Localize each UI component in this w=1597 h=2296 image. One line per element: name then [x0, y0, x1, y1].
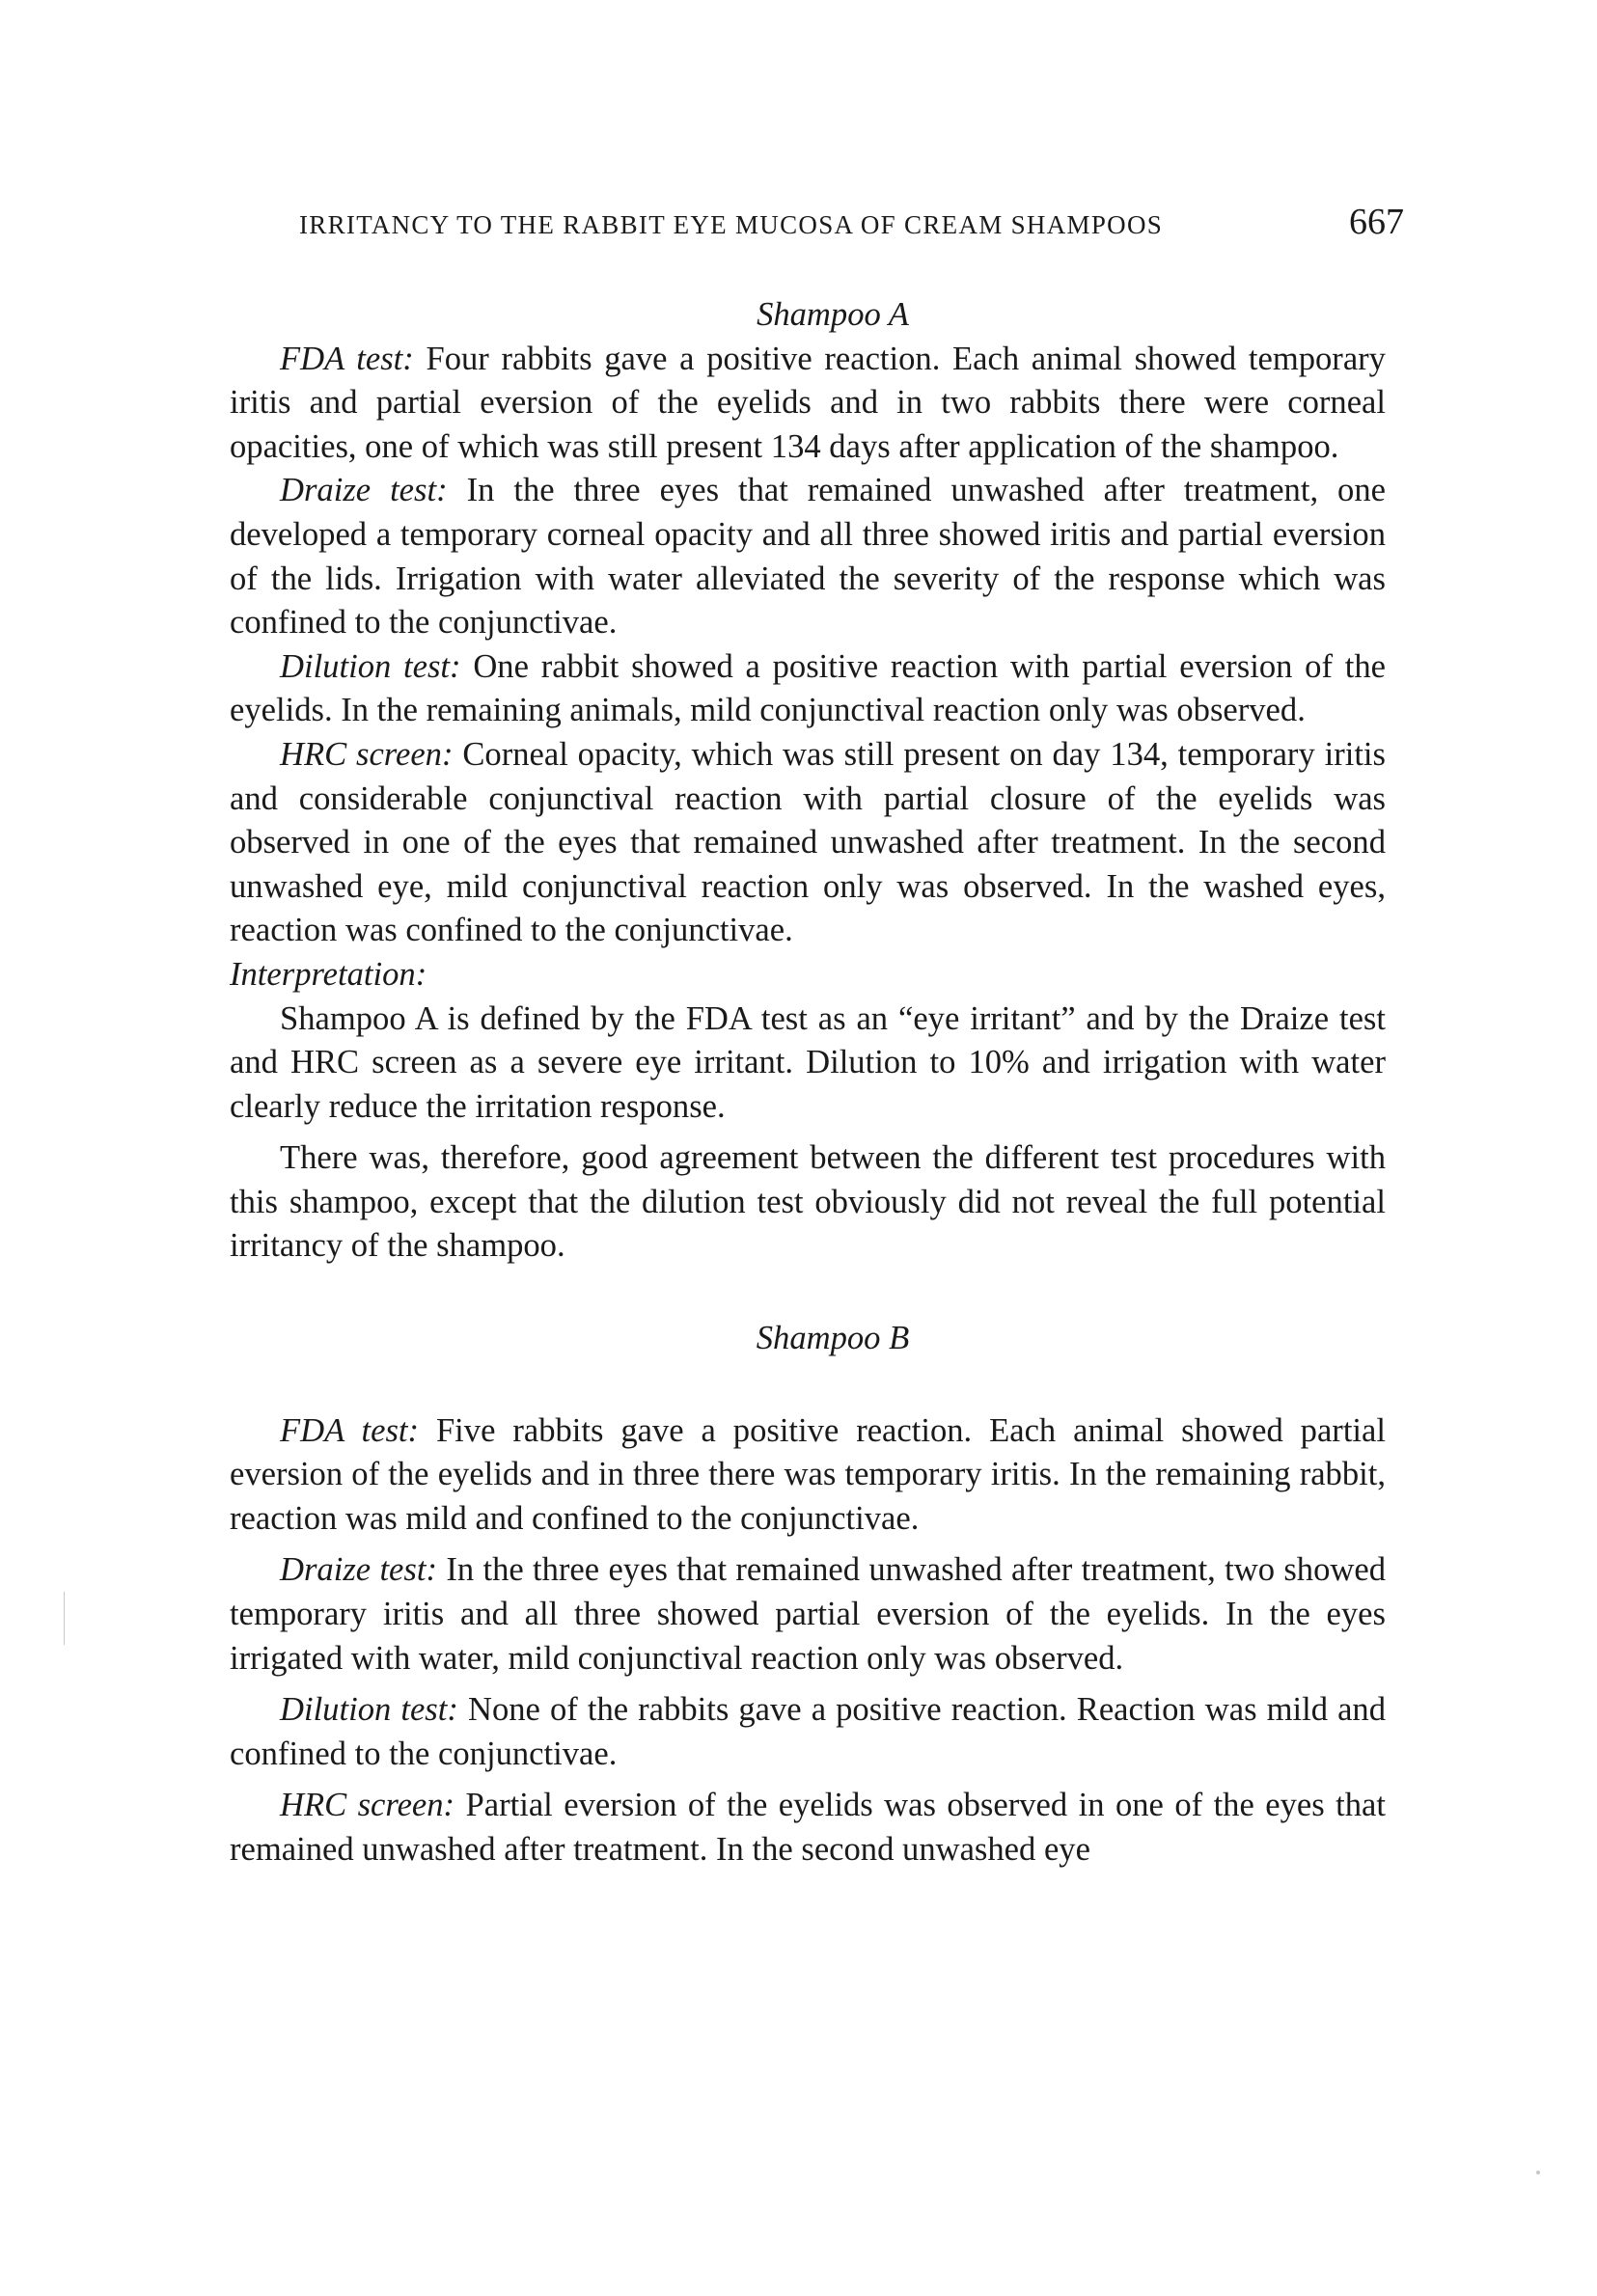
lead-dilution-test: Dilution test: [280, 1691, 458, 1729]
paragraph-a-draize [230, 469, 1386, 644]
lead-fda-test: FDA test: [280, 1411, 420, 1449]
spacer [230, 1776, 1386, 1784]
paragraph-b-fda [230, 1409, 1386, 1542]
scan-margin-dot [1536, 2171, 1540, 2174]
running-head [299, 201, 1404, 249]
paragraph-b-dilution [230, 1688, 1386, 1776]
paragraph-text: Corneal opacity, which was still present on day 134, temporary iritis and considerable conjunctival reaction with partial closure of the eyelids was observed in one of the eyes that remained unwashed after treatment. In the second unwashed eye, mild conjunctival reaction only was observed. In the washed eyes, reaction was confined to the conjunctivae. [230, 735, 1386, 949]
interpretation-heading: Interpretation: [230, 955, 427, 993]
paragraph-text: One rabbit showed a positive reaction with partial eversion of the eyelids. In the remaining animals, mild conjunctival reaction only was observed. [230, 647, 1386, 729]
paragraph-text: Four rabbits gave a positive reaction. Each animal showed temporary iritis and partial eversion of the eyelids and in two rabbits there were corneal opacities, one of which was still present 134 days after application of the shampoo. [230, 340, 1386, 465]
interpretation-paragraph-2: There was, therefore, good agreement between the different test procedures with this shampoo, except that the dilution test obviously did not reveal the full potential irritancy of the shampoo. [230, 1139, 1386, 1265]
scan-margin-mark [64, 1592, 65, 1645]
lead-draize-test: Draize test: [280, 472, 448, 509]
page-number: 667 [1349, 202, 1404, 242]
spacer [230, 1361, 1386, 1409]
paragraph-b-hrc [230, 1784, 1386, 1872]
interpretation-paragraph-1: Shampoo A is defined by the FDA test as an “eye irritant” and by the Draize test and HRC screen as a severe eye irritant. Dilution to 10% and irrigation with water clearly reduce the irritation response. [230, 999, 1386, 1125]
paragraph-text: Partial eversion of the eyelids was observed in one of the eyes that remained unwashed after treatment. In the second unwashed eye [230, 1787, 1386, 1868]
spacer [230, 1129, 1386, 1136]
running-title: IRRITANCY TO THE RABBIT EYE MUCOSA OF CREAM SHAMPOOS [299, 210, 1164, 239]
spacer [230, 1681, 1386, 1688]
paragraph-text: None of the rabbits gave a positive reaction. Reaction was mild and confined to the conjunctivae. [230, 1691, 1387, 1772]
paragraph-a-fda [230, 338, 1386, 470]
paragraph-a-hrc [230, 733, 1386, 953]
paragraph-text: Five rabbits gave a positive reaction. Each animal showed partial eversion of the eyelids and in three there was temporary iritis. In the remaining rabbit, reaction was mild and confined to the conjunctivae. [230, 1411, 1386, 1537]
paragraph-a-dilution [230, 645, 1386, 733]
section-heading-shampoo-a: Shampoo A [757, 296, 909, 333]
lead-dilution-test: Dilution test: [280, 647, 461, 685]
paragraph-b-draize [230, 1548, 1386, 1681]
lead-hrc-screen: HRC screen: [280, 1787, 455, 1824]
lead-draize-test: Draize test: [280, 1551, 437, 1589]
spacer [230, 1541, 1386, 1548]
body-text [230, 293, 1386, 1872]
lead-fda-test: FDA test: [280, 340, 414, 377]
spacer [230, 1269, 1386, 1317]
lead-hrc-screen: HRC screen: [280, 735, 454, 773]
paragraph-text: In the three eyes that remained unwashed after treatment, two showed temporary iritis and all three showed partial eversion of the eyelids. In the eyes irrigated with water, mild conjunctival reaction only was observed. [230, 1551, 1386, 1677]
paragraph-text: In the three eyes that remained unwashed after treatment, one developed a temporary corneal opacity and all three showed iritis and partial eversion of the lids. Irrigation with water alleviated the severity of the response which was confined to the conjunctivae. [230, 472, 1386, 642]
section-heading-shampoo-b: Shampoo B [756, 1320, 910, 1357]
